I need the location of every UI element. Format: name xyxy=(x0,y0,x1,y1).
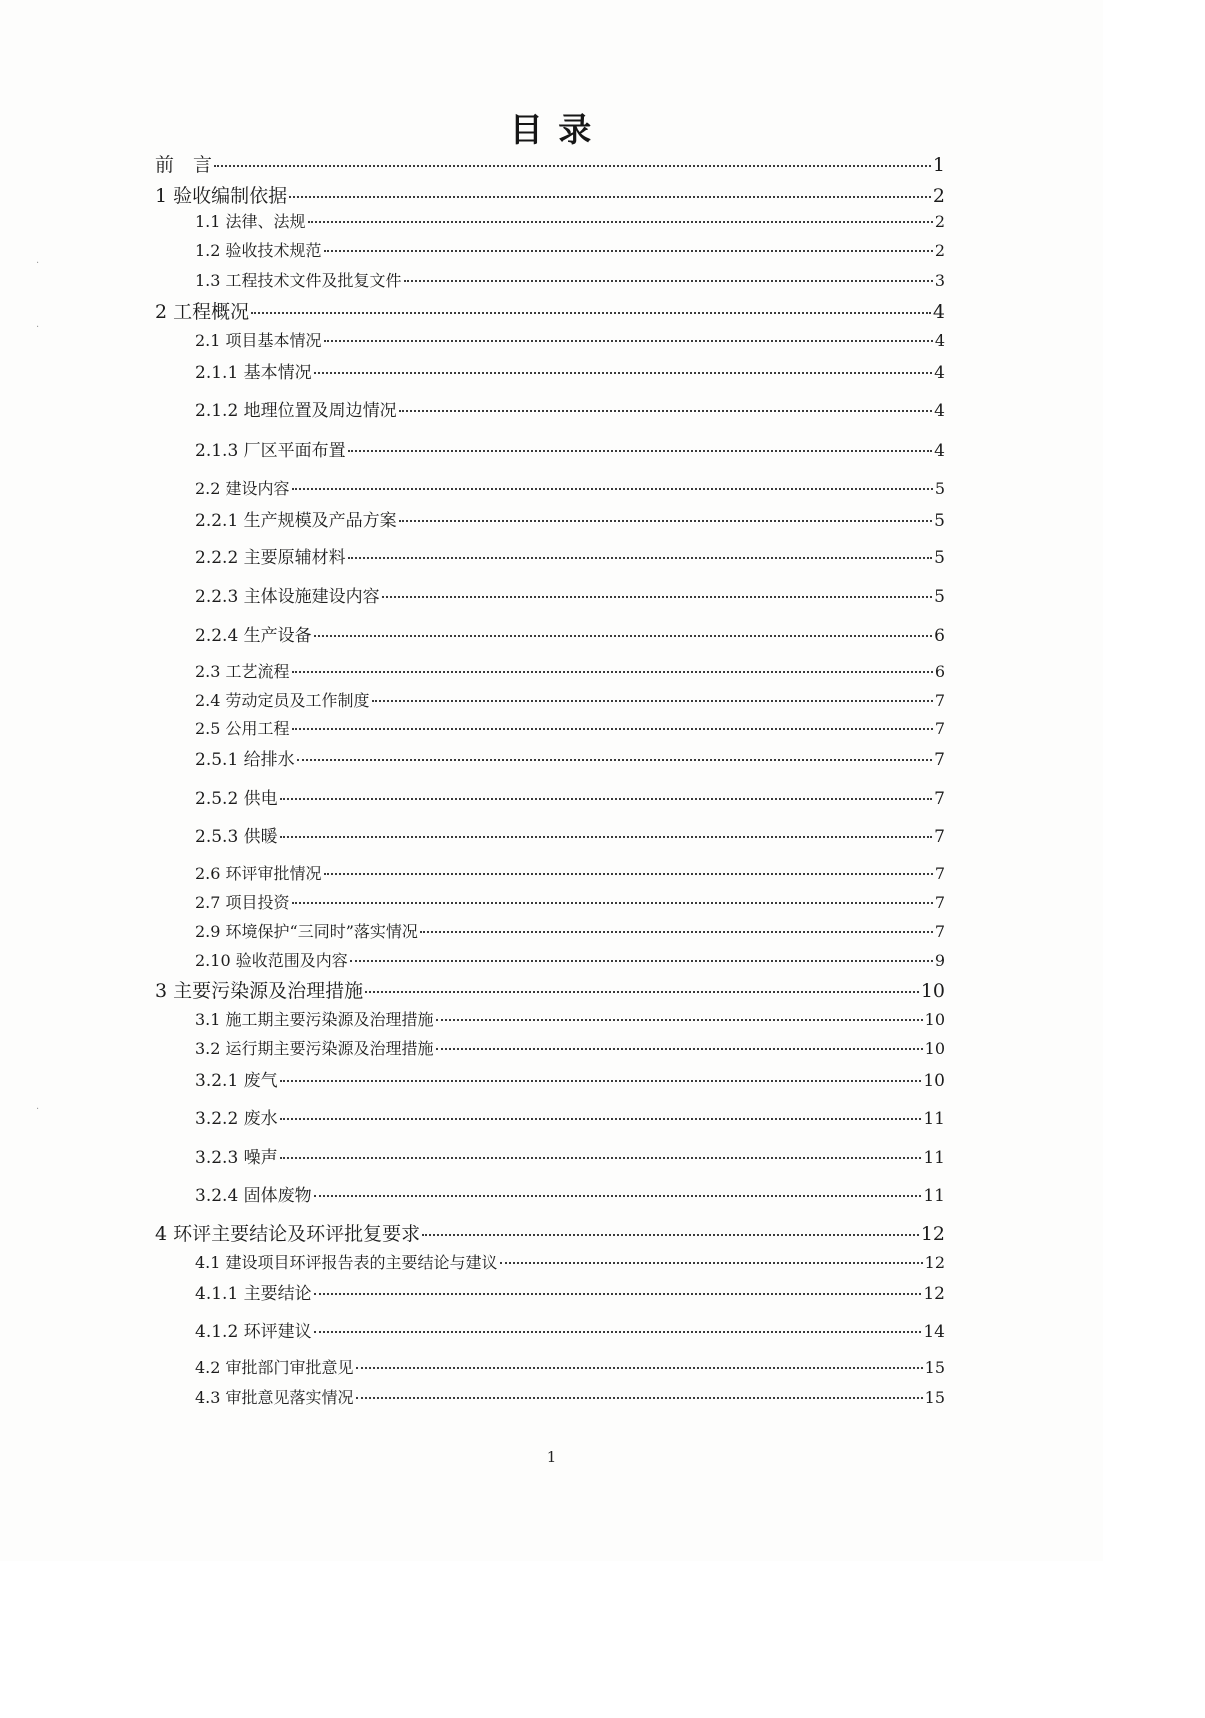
toc-entry-label: 前 言 xyxy=(155,154,213,176)
leader-dots xyxy=(280,1118,922,1120)
toc-entry-page: 2 xyxy=(934,241,945,260)
toc-entry[interactable] xyxy=(195,1104,945,1129)
toc-entry-page: 12 xyxy=(924,1253,945,1272)
toc-entry-page: 14 xyxy=(923,1322,945,1342)
toc-entry-page: 6 xyxy=(934,662,945,681)
toc-entry[interactable] xyxy=(195,506,945,531)
toc-entry[interactable] xyxy=(195,861,945,884)
toc-entry[interactable] xyxy=(195,1355,945,1378)
toc-entry[interactable] xyxy=(195,784,945,809)
toc-entry[interactable] xyxy=(195,543,945,568)
toc-entry[interactable] xyxy=(195,1036,945,1059)
leader-dots xyxy=(350,960,933,962)
leader-dots xyxy=(436,1048,923,1050)
toc-entry-label: 2.2.4 生产设备 xyxy=(195,626,312,646)
toc-entry-label: 2.1.1 基本情况 xyxy=(195,363,312,383)
toc-entry-page: 11 xyxy=(923,1109,945,1129)
toc-entry[interactable] xyxy=(195,476,945,499)
toc-entry[interactable] xyxy=(195,1385,945,1408)
leader-dots xyxy=(348,557,933,559)
leader-dots xyxy=(314,1293,922,1295)
toc-entry-page: 10 xyxy=(924,1039,945,1058)
toc-entry[interactable] xyxy=(155,181,945,208)
leader-dots xyxy=(251,312,931,314)
leader-dots xyxy=(324,873,933,875)
leader-dots xyxy=(292,902,933,904)
toc-entry-page: 6 xyxy=(934,626,945,646)
toc-entry[interactable] xyxy=(195,822,945,847)
toc-entry-page: 5 xyxy=(934,479,945,498)
toc-entry-page: 7 xyxy=(934,719,945,738)
toc-entry-label: 2.5.1 给排水 xyxy=(195,750,295,770)
toc-entry[interactable] xyxy=(195,209,945,232)
toc-entry[interactable] xyxy=(155,297,945,324)
leader-dots xyxy=(308,221,933,223)
toc-entry-label: 4.1.2 环评建议 xyxy=(195,1322,312,1342)
scan-speck: · xyxy=(36,322,40,333)
toc-entry-label: 1 验收编制依据 xyxy=(155,185,288,207)
toc-entry[interactable] xyxy=(195,688,945,711)
toc-entry[interactable] xyxy=(155,1219,945,1246)
toc-entry-page: 7 xyxy=(934,864,945,883)
toc-entry-label: 2.5.3 供暖 xyxy=(195,827,278,847)
toc-entry[interactable] xyxy=(195,890,945,913)
toc-entry-label: 2.2.2 主要原辅材料 xyxy=(195,548,346,568)
toc-entry[interactable] xyxy=(195,1066,945,1091)
toc-entry-label: 2.2.1 生产规模及产品方案 xyxy=(195,511,397,531)
toc-entry[interactable] xyxy=(195,582,945,607)
leader-dots xyxy=(404,280,933,282)
toc-entry[interactable] xyxy=(155,976,945,1003)
toc-entry-label: 2.7 项目投资 xyxy=(195,893,290,912)
leader-dots xyxy=(348,450,933,452)
toc-entry[interactable] xyxy=(195,745,945,770)
leader-dots xyxy=(292,488,933,490)
toc-entry[interactable] xyxy=(195,238,945,261)
toc-entry[interactable] xyxy=(195,1181,945,1206)
toc-entry-label: 2.5 公用工程 xyxy=(195,719,290,738)
toc-entry[interactable] xyxy=(195,396,945,421)
leader-dots xyxy=(297,759,933,761)
leader-dots xyxy=(292,671,933,673)
toc-entry-label: 2.1.2 地理位置及周边情况 xyxy=(195,401,397,421)
toc-entry-label: 4.1.1 主要结论 xyxy=(195,1284,312,1304)
toc-entry-page: 10 xyxy=(923,1071,945,1091)
toc-entry[interactable] xyxy=(195,268,945,291)
toc-entry[interactable] xyxy=(155,150,945,177)
toc-entry-label: 4 环评主要结论及环评批复要求 xyxy=(155,1223,421,1245)
toc-entry[interactable] xyxy=(195,436,945,461)
toc-entry-label: 2.2 建设内容 xyxy=(195,479,290,498)
toc-entry[interactable] xyxy=(195,1317,945,1342)
page-title: 目 录 xyxy=(509,110,594,149)
toc-entry-page: 4 xyxy=(934,401,945,421)
leader-dots xyxy=(280,836,933,838)
leader-dots xyxy=(422,1234,919,1236)
toc-entry-label: 2.1.3 厂区平面布置 xyxy=(195,441,346,461)
leader-dots xyxy=(280,1080,922,1082)
toc-entry[interactable] xyxy=(195,919,945,942)
toc-entry[interactable] xyxy=(195,1007,945,1030)
toc-entry-page: 10 xyxy=(920,980,945,1002)
toc-entry-label: 2.1 项目基本情况 xyxy=(195,331,322,350)
toc-entry-page: 5 xyxy=(934,587,945,607)
toc-entry-label: 1.2 验收技术规范 xyxy=(195,241,322,260)
toc-entry-page: 15 xyxy=(924,1358,945,1377)
toc-entry-page: 7 xyxy=(934,922,945,941)
leader-dots xyxy=(214,165,931,167)
toc-entry[interactable] xyxy=(195,1143,945,1168)
leader-dots xyxy=(292,728,933,730)
toc-entry-page: 2 xyxy=(932,185,945,207)
scan-speck: · xyxy=(36,258,40,269)
toc-entry-page: 10 xyxy=(924,1010,945,1029)
toc-entry-page: 9 xyxy=(934,951,945,970)
leader-dots xyxy=(372,700,933,702)
leader-dots xyxy=(324,340,933,342)
toc-entry[interactable] xyxy=(195,1250,945,1273)
toc-entry[interactable] xyxy=(195,1279,945,1304)
toc-entry[interactable] xyxy=(195,328,945,351)
toc-entry-page: 11 xyxy=(923,1148,945,1168)
leader-dots xyxy=(500,1262,923,1264)
leader-dots xyxy=(399,410,933,412)
toc-entry-page: 4 xyxy=(934,331,945,350)
leader-dots xyxy=(280,1157,922,1159)
toc-entry-page: 7 xyxy=(934,750,945,770)
toc-entry-label: 4.1 建设项目环评报告表的主要结论与建议 xyxy=(195,1253,498,1272)
toc-entry-page: 15 xyxy=(924,1388,945,1407)
toc-entry-label: 1.1 法律、法规 xyxy=(195,212,306,231)
leader-dots xyxy=(314,372,933,374)
toc-entry-label: 2 工程概况 xyxy=(155,301,250,323)
toc-entry[interactable] xyxy=(195,358,945,383)
toc-entry-label: 3.1 施工期主要污染源及治理措施 xyxy=(195,1010,434,1029)
toc-entry-page: 12 xyxy=(920,1223,945,1245)
toc-entry-page: 7 xyxy=(934,893,945,912)
toc-entry-page: 12 xyxy=(923,1284,945,1304)
toc-entry-page: 11 xyxy=(923,1186,945,1206)
leader-dots xyxy=(314,1195,922,1197)
toc-entry-label: 3.2.3 噪声 xyxy=(195,1148,278,1168)
toc-entry-label: 2.9 环境保护“三同时”落实情况 xyxy=(195,922,418,941)
leader-dots xyxy=(289,196,931,198)
toc-entry-page: 1 xyxy=(932,154,945,176)
leader-dots xyxy=(420,931,933,933)
toc-entry-label: 2.10 验收范围及内容 xyxy=(195,951,348,970)
toc-entry-label: 3.2.4 固体废物 xyxy=(195,1186,312,1206)
toc-entry-label: 2.2.3 主体设施建设内容 xyxy=(195,587,380,607)
toc-entry-label: 2.3 工艺流程 xyxy=(195,662,290,681)
leader-dots xyxy=(324,250,933,252)
toc-entry-page: 7 xyxy=(934,789,945,809)
toc-entry-page: 4 xyxy=(934,363,945,383)
leader-dots xyxy=(356,1397,923,1399)
toc-entry-label: 2.6 环评审批情况 xyxy=(195,864,322,883)
leader-dots xyxy=(356,1367,923,1369)
toc-entry-label: 1.3 工程技术文件及批复文件 xyxy=(195,271,402,290)
leader-dots xyxy=(382,596,933,598)
toc-entry[interactable] xyxy=(195,948,945,971)
toc-entry-page: 4 xyxy=(932,301,945,323)
scan-speck: · xyxy=(36,1104,40,1115)
toc-entry-page: 3 xyxy=(934,271,945,290)
toc-entry[interactable] xyxy=(195,659,945,682)
toc-entry[interactable] xyxy=(195,716,945,739)
toc-entry-label: 2.5.2 供电 xyxy=(195,789,278,809)
leader-dots xyxy=(314,1331,922,1333)
leader-dots xyxy=(280,798,933,800)
toc-entry[interactable] xyxy=(195,621,945,646)
toc-entry-label: 3.2 运行期主要污染源及治理措施 xyxy=(195,1039,434,1058)
toc-entry-label: 3.2.1 废气 xyxy=(195,1071,278,1091)
toc-entry-label: 3.2.2 废水 xyxy=(195,1109,278,1129)
toc-entry-page: 2 xyxy=(934,212,945,231)
leader-dots xyxy=(436,1019,923,1021)
toc-entry-label: 4.3 审批意见落实情况 xyxy=(195,1388,354,1407)
leader-dots xyxy=(314,635,933,637)
toc-entry-page: 7 xyxy=(934,691,945,710)
page-number: 1 xyxy=(546,1448,557,1466)
toc-entry-page: 4 xyxy=(934,441,945,461)
leader-dots xyxy=(399,520,933,522)
toc-entry-page: 5 xyxy=(934,511,945,531)
toc-entry-label: 4.2 审批部门审批意见 xyxy=(195,1358,354,1377)
toc-entry-page: 7 xyxy=(934,827,945,847)
toc-entry-page: 5 xyxy=(934,548,945,568)
toc-entry-label: 2.4 劳动定员及工作制度 xyxy=(195,691,370,710)
leader-dots xyxy=(365,991,919,993)
toc-entry-label: 3 主要污染源及治理措施 xyxy=(155,980,364,1002)
